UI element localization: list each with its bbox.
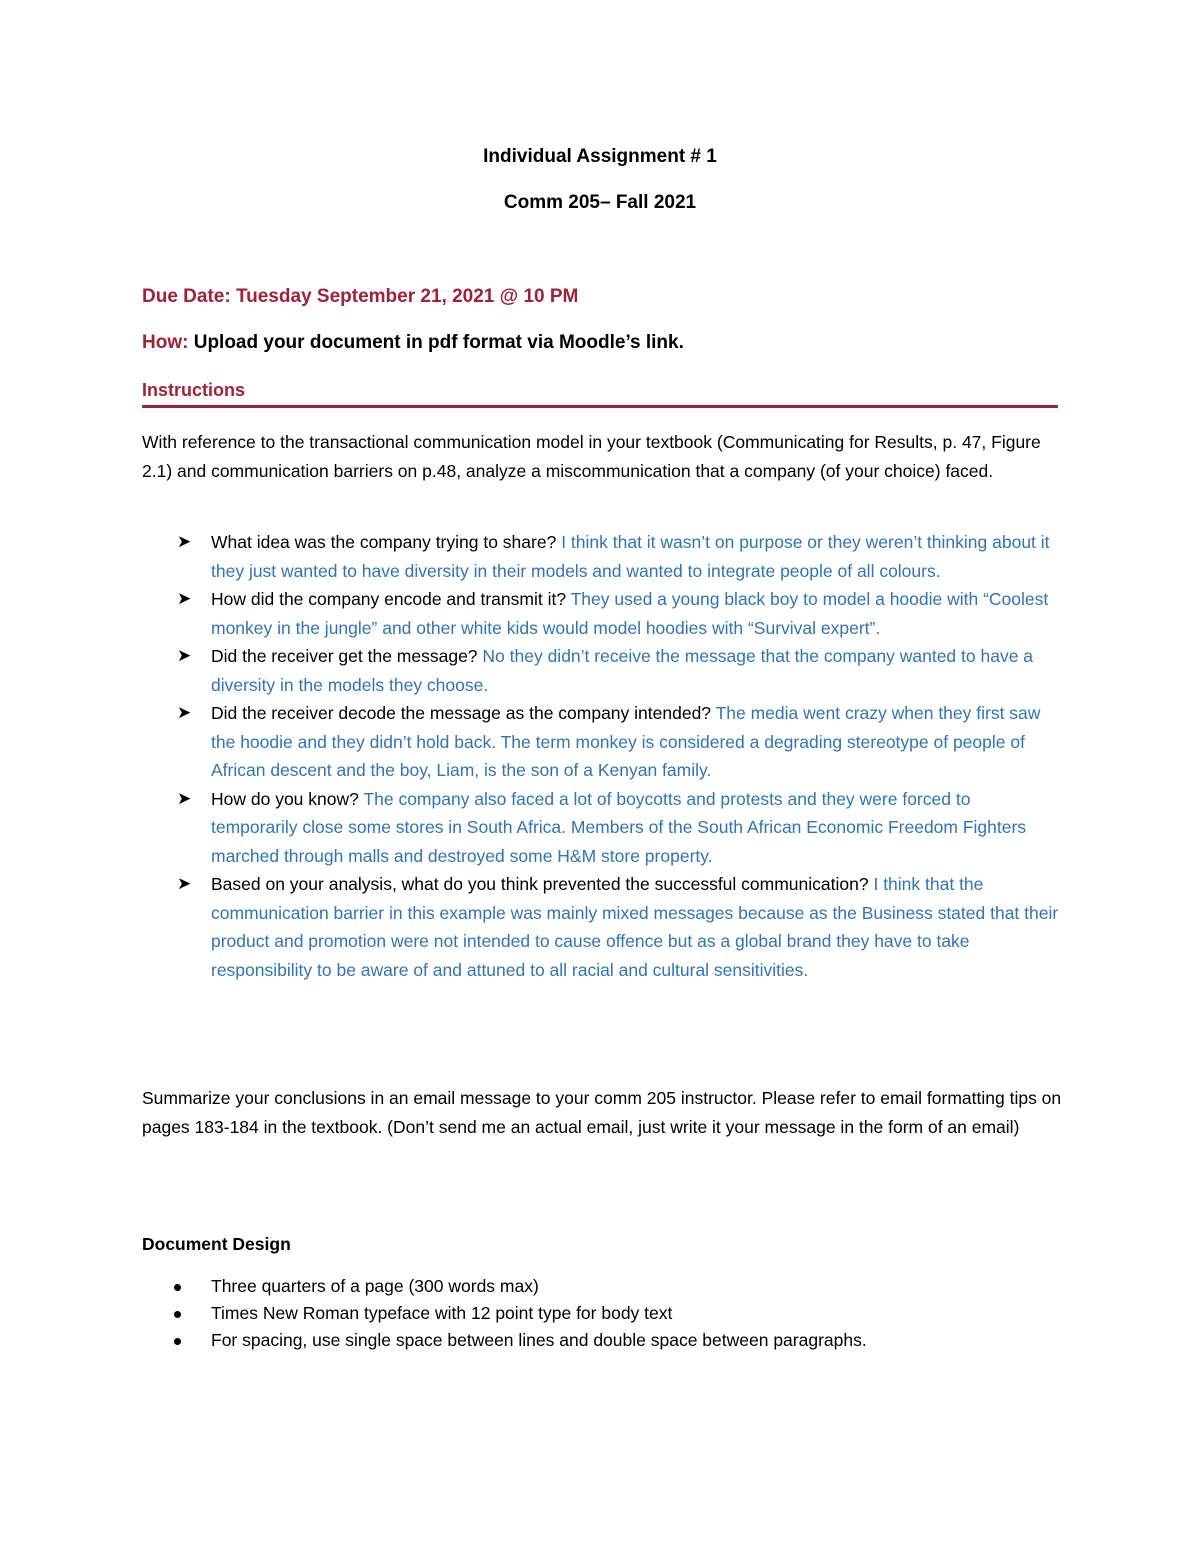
assignment-title: Individual Assignment # 1 <box>483 146 717 167</box>
answer-text: The media went crazy when they first saw the hoodie and they didn’t hold back. The term monkey is considered a degrading stereotype of people of African descent and the boy, Liam, is the son of a Kenyan family. <box>211 703 1041 780</box>
list-item-text: Three quarters of a page (300 words max) <box>211 1276 539 1296</box>
answer-text: The company also faced a lot of boycotts and protests and they were forced to temporarily close some stores in South Africa. Members of the South African Economic Freedom Fighters marched through malls and destroyed some H&M store property. <box>211 788 1027 866</box>
arrowhead-bullet-icon: ➤ <box>177 532 192 551</box>
question-text-block <box>211 642 1061 699</box>
answer-text: I think that the communication barrier in this example was mainly mixed messages because as the Business stated that their product and promotion were not intended to cause offence but as a global brand they have to take responsibility to be aware of and attuned to all racial and cultural sensitivities. <box>211 874 1059 980</box>
document-design-heading: Document Design <box>142 1234 291 1254</box>
question-text: Did the receiver decode the message as the company intended? <box>211 703 716 723</box>
question-item <box>0 585 1200 642</box>
arrowhead-bullet-icon: ➤ <box>177 646 192 665</box>
list-item <box>0 1273 1200 1300</box>
question-text: Based on your analysis, what do you think prevented the successful communication? <box>211 874 874 894</box>
question-text-block <box>211 585 1061 642</box>
arrowhead-bullet-icon: ➤ <box>177 589 192 608</box>
list-item <box>0 1327 1200 1354</box>
question-text: Did the receiver get the message? <box>211 646 483 666</box>
how-label: How: <box>142 332 189 353</box>
question-text: How do you know? <box>211 788 364 809</box>
list-item-text: For spacing, use single space between lines and double space between paragraphs. <box>211 1330 867 1350</box>
list-item <box>0 1300 1200 1327</box>
question-text-block <box>211 870 1061 984</box>
question-text-block <box>211 785 1061 871</box>
question-item <box>0 528 1200 585</box>
due-date: Due Date: Tuesday September 21, 2021 @ 10 PM <box>142 286 579 307</box>
question-item <box>0 642 1200 699</box>
question-text: How did the company encode and transmit it? <box>211 589 571 609</box>
instructions-divider <box>142 405 1058 408</box>
summary-paragraph: Summarize your conclusions in an email message to your comm 205 instructor. Please refer to email formatting tips on pages 183-184 in the textbook. (Don’t send me an actual email, just write it your message in the form of an email) <box>142 1088 1062 1137</box>
arrowhead-bullet-icon: ➤ <box>177 874 192 893</box>
document-design-list <box>0 1273 1200 1354</box>
list-item-text: Times New Roman typeface with 12 point type for body text <box>211 1303 673 1323</box>
answer-text: I think that it wasn’t on purpose or they weren’t thinking about it they just wanted to have diversity in their models and wanted to integrate people of all colours. <box>211 532 1050 581</box>
arrowhead-bullet-icon: ➤ <box>177 788 192 808</box>
question-item <box>0 699 1200 785</box>
answer-text: They used a young black boy to model a hoodie with “Coolest monkey in the jungle” and other white kids would model hoodies with “Survival expert”. <box>211 589 1049 638</box>
how-line <box>142 331 684 355</box>
bullet-icon <box>174 1284 181 1291</box>
question-text-block <box>211 699 1061 785</box>
question-item <box>0 870 1200 984</box>
how-text: Upload your document in pdf format via Moodle’s link. <box>188 332 684 353</box>
bullet-icon <box>174 1338 181 1345</box>
question-list <box>0 528 1200 984</box>
answer-text: No they didn’t receive the message that the company wanted to have a diversity in the models they choose. <box>211 646 1034 695</box>
question-text-block <box>211 528 1061 585</box>
arrowhead-bullet-icon: ➤ <box>177 703 192 722</box>
instructions-intro: With reference to the transactional communication model in your textbook (Communicating for Results, p. 47, Figure 2.1) and communication barriers on p.48, analyze a miscommunication that a company (of your choice) faced. <box>142 432 1041 481</box>
instructions-heading: Instructions <box>142 380 246 400</box>
question-item <box>0 785 1200 871</box>
course-title: Comm 205– Fall 2021 <box>503 192 697 213</box>
bullet-icon <box>174 1311 181 1318</box>
question-text: What idea was the company trying to share? <box>211 532 562 552</box>
